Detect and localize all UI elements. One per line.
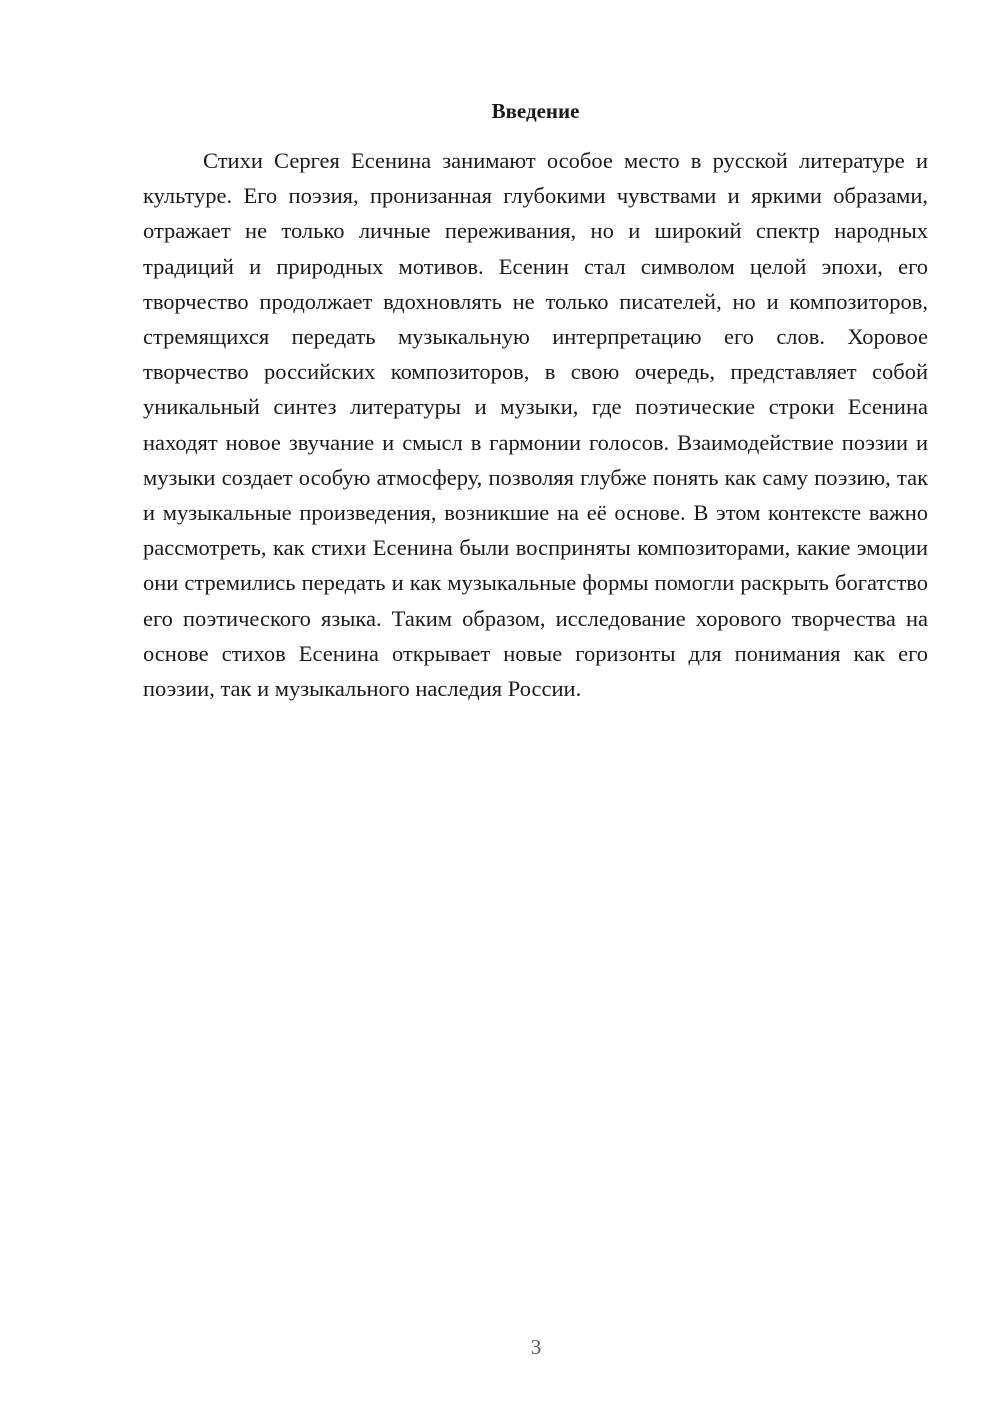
section-heading: Введение: [491, 99, 580, 123]
page-number: 3: [530, 1335, 542, 1359]
body-paragraph: Стихи Сергея Есенина занимают особое место в русской литературе и культуре. Его поэзия, пронизанная глубокими чувствами и яркими образами, отражает не только личные переживания, но и широкий спектр народных традиций и природных мотивов. Есенин стал символом целой эпохи, его творчество продолжает вдохновлять не только писателей, но и композиторов, стремящихся передать музыкальную интерпретацию его слов. Хоровое творчество российских композиторов, в свою очередь, представляет собой уникальный синтез литературы и музыки, где поэтические строки Есенина находят новое звучание и смысл в гармонии голосов. Взаимодействие поэзии и музыки создает особую атмосферу, позволяя глубже понять как саму поэзию, так и музыкальные произведения, возникшие на её основе. В этом контексте важно рассмотреть, как стихи Есенина были восприняты композиторами, какие эмоции они стремились передать и как музыкальные формы помогли раскрыть богатство его поэтического языка. Таким образом, исследование хорового творчества на основе стихов Есенина открывает новые горизонты для понимания как его поэзии, так и музыкального наследия России.: [143, 148, 928, 702]
